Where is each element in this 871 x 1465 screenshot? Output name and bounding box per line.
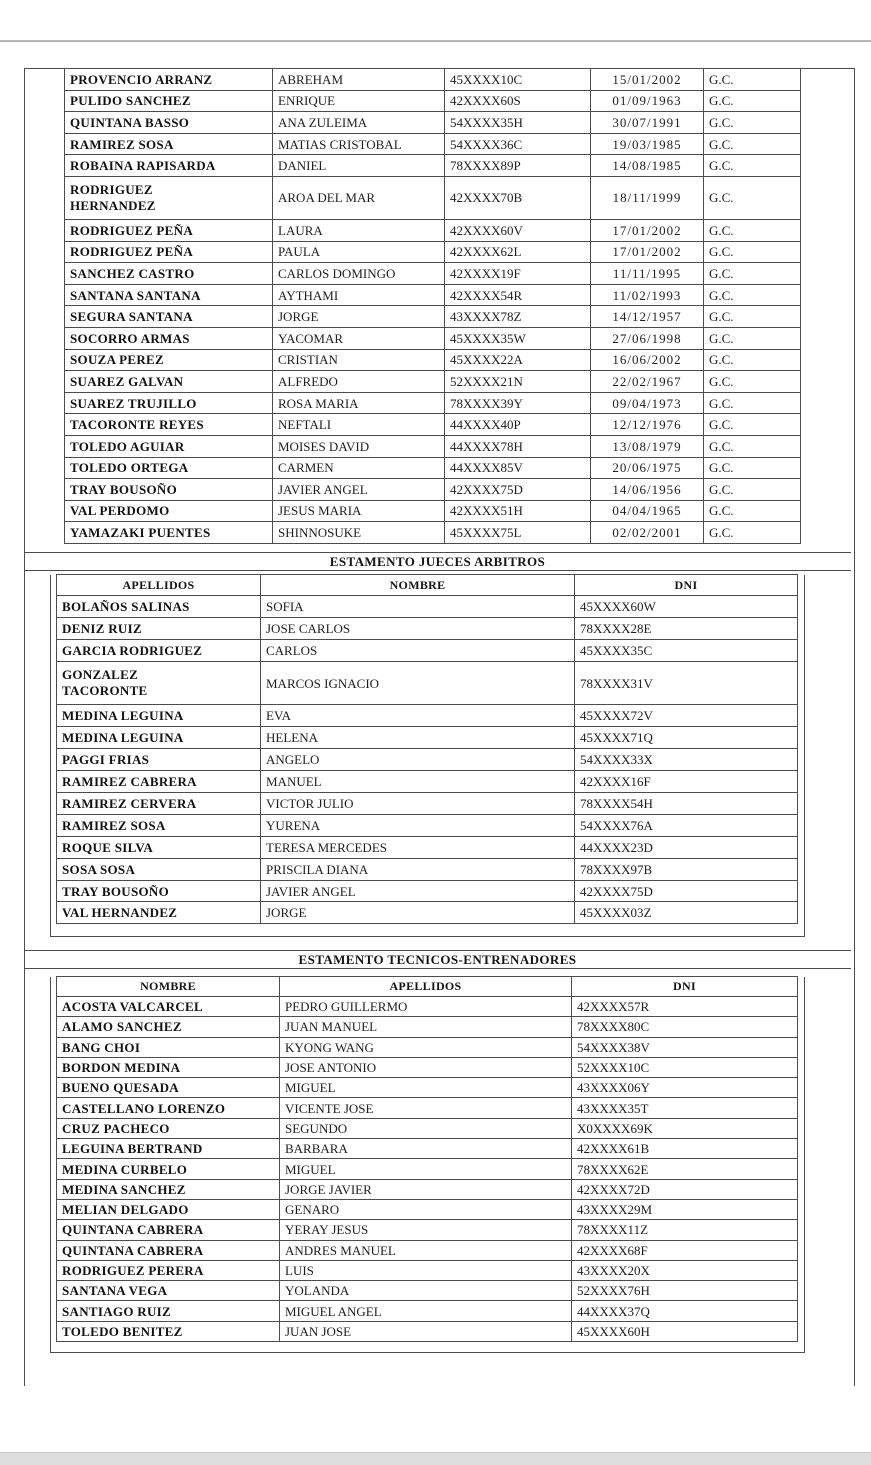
birthdate-cell: 17/01/2002 — [591, 241, 704, 263]
license-table-row — [65, 112, 801, 134]
apellidos-cell: RAMIREZ SOSA — [57, 814, 261, 836]
license-table-row — [65, 327, 801, 349]
license-table-row — [65, 90, 801, 112]
juez-table-row — [57, 727, 798, 749]
island-code-cell: G.C. — [704, 284, 801, 306]
nombre-cell: JORGE — [273, 306, 445, 328]
nombre-cell: MOISES DAVID — [273, 435, 445, 457]
dni-cell: 42XXXX72D — [572, 1179, 798, 1199]
apellidos-cell: JORGE JAVIER — [280, 1179, 572, 1199]
apellidos-cell: RODRIGUEZ HERNANDEZ — [65, 176, 273, 219]
juez-table-row — [57, 771, 798, 793]
nombre-cell: PAULA — [273, 241, 445, 263]
apellidos-cell: DENIZ RUIZ — [57, 617, 261, 639]
section-title-tecnicos — [24, 950, 851, 969]
dni-cell: 42XXXX60V — [445, 219, 591, 241]
dni-cell: 42XXXX57R — [572, 997, 798, 1017]
tecnico-table-row — [57, 1179, 798, 1199]
dni-cell: 52XXXX10C — [572, 1057, 798, 1077]
apellidos-cell: VAL PERDOMO — [65, 500, 273, 522]
dni-cell: 42XXXX70B — [445, 176, 591, 219]
apellidos-cell: SEGURA SANTANA — [65, 306, 273, 328]
nombre-cell: MEDINA CURBELO — [57, 1159, 280, 1179]
juez-table-row — [57, 639, 798, 661]
dni-cell: 45XXXX35W — [445, 327, 591, 349]
dni-cell: 78XXXX31V — [575, 661, 798, 705]
dni-cell: 78XXXX97B — [575, 858, 798, 880]
birthdate-cell: 17/01/2002 — [591, 219, 704, 241]
dni-cell: 42XXXX54R — [445, 284, 591, 306]
dni-cell: 43XXXX29M — [572, 1199, 798, 1219]
license-table-row — [65, 457, 801, 479]
tecnico-table-row — [57, 1017, 798, 1037]
dni-cell: 43XXXX78Z — [445, 306, 591, 328]
island-code-cell: G.C. — [704, 414, 801, 436]
birthdate-cell: 20/06/1975 — [591, 457, 704, 479]
nombre-cell: SANTANA VEGA — [57, 1281, 280, 1301]
nombre-cell: MELIAN DELGADO — [57, 1199, 280, 1219]
apellidos-cell: MIGUEL — [280, 1159, 572, 1179]
juez-table-row — [57, 617, 798, 639]
dni-cell: 78XXXX11Z — [572, 1220, 798, 1240]
dni-cell: 42XXXX16F — [575, 771, 798, 793]
dni-cell: 42XXXX75D — [445, 479, 591, 501]
tecnico-table-row — [57, 1057, 798, 1077]
nombre-cell: ANA ZULEIMA — [273, 112, 445, 134]
juez-table-row — [57, 858, 798, 880]
dni-cell: 78XXXX39Y — [445, 392, 591, 414]
license-table-row — [65, 371, 801, 393]
apellidos-cell: ROQUE SILVA — [57, 836, 261, 858]
column-header-dni: DNI — [575, 575, 798, 596]
dni-cell: 42XXXX60S — [445, 90, 591, 112]
apellidos-cell: PROVENCIO ARRANZ — [65, 69, 273, 91]
juez-table-row — [57, 661, 798, 705]
dni-cell: 42XXXX68F — [572, 1240, 798, 1260]
dni-cell: 78XXXX62E — [572, 1159, 798, 1179]
apellidos-cell: RODRIGUEZ PEÑA — [65, 241, 273, 263]
dni-cell: 52XXXX76H — [572, 1281, 798, 1301]
nombre-cell: CASTELLANO LORENZO — [57, 1098, 280, 1118]
license-table-row — [65, 263, 801, 285]
island-code-cell: G.C. — [704, 133, 801, 155]
apellidos-cell: PULIDO SANCHEZ — [65, 90, 273, 112]
license-table-row — [65, 349, 801, 371]
dni-cell: 45XXXX35C — [575, 639, 798, 661]
dni-cell: 45XXXX60H — [572, 1321, 798, 1341]
birthdate-cell: 19/03/1985 — [591, 133, 704, 155]
island-code-cell: G.C. — [704, 392, 801, 414]
nombre-cell: BORDON MEDINA — [57, 1057, 280, 1077]
column-header-apellidos: APELLIDOS — [57, 575, 261, 596]
jueces-table — [56, 574, 798, 924]
dni-cell: 78XXXX80C — [572, 1017, 798, 1037]
dni-cell: 54XXXX36C — [445, 133, 591, 155]
license-table-row — [65, 241, 801, 263]
island-code-cell: G.C. — [704, 155, 801, 177]
apellidos-cell: RAMIREZ SOSA — [65, 133, 273, 155]
dni-cell: 42XXXX51H — [445, 500, 591, 522]
tecnico-table-row — [57, 1078, 798, 1098]
birthdate-cell: 18/11/1999 — [591, 176, 704, 219]
apellidos-cell: YERAY JESUS — [280, 1220, 572, 1240]
tecnico-table-row — [57, 1301, 798, 1321]
birthdate-cell: 27/06/1998 — [591, 327, 704, 349]
apellidos-cell: LUIS — [280, 1260, 572, 1280]
license-table-row — [65, 176, 801, 219]
dni-cell: 44XXXX40P — [445, 414, 591, 436]
license-table-row — [65, 284, 801, 306]
scan-artifact-top-line — [0, 40, 871, 42]
dni-cell: 45XXXX10C — [445, 69, 591, 91]
tecnico-table-row — [57, 1220, 798, 1240]
apellidos-cell: SUAREZ TRUJILLO — [65, 392, 273, 414]
nombre-cell: CARLOS DOMINGO — [273, 263, 445, 285]
island-code-cell: G.C. — [704, 327, 801, 349]
nombre-cell: TOLEDO BENITEZ — [57, 1321, 280, 1341]
apellidos-cell: SOCORRO ARMAS — [65, 327, 273, 349]
nombre-cell: QUINTANA CABRERA — [57, 1220, 280, 1240]
nombre-cell: MARCOS IGNACIO — [261, 661, 575, 705]
apellidos-cell: YOLANDA — [280, 1281, 572, 1301]
nombre-cell: LEGUINA BERTRAND — [57, 1139, 280, 1159]
juez-table-row — [57, 880, 798, 902]
apellidos-cell: BOLAÑOS SALINAS — [57, 596, 261, 618]
dni-cell: 45XXXX22A — [445, 349, 591, 371]
nombre-cell: MANUEL — [261, 771, 575, 793]
apellidos-cell: RAMIREZ CABRERA — [57, 771, 261, 793]
dni-cell: 44XXXX23D — [575, 836, 798, 858]
apellidos-cell: TOLEDO ORTEGA — [65, 457, 273, 479]
nombre-cell: MEDINA SANCHEZ — [57, 1179, 280, 1199]
apellidos-cell: SOSA SOSA — [57, 858, 261, 880]
nombre-cell: SOFIA — [261, 596, 575, 618]
nombre-cell: SANTIAGO RUIZ — [57, 1301, 280, 1321]
juez-table-row — [57, 793, 798, 815]
apellidos-cell: TACORONTE REYES — [65, 414, 273, 436]
dni-cell: 42XXXX61B — [572, 1139, 798, 1159]
apellidos-cell: TRAY BOUSOÑO — [65, 479, 273, 501]
dni-cell: 45XXXX75L — [445, 522, 591, 544]
license-table-row — [65, 133, 801, 155]
tecnico-table-row — [57, 1281, 798, 1301]
island-code-cell: G.C. — [704, 457, 801, 479]
column-header-dni: DNI — [572, 977, 798, 997]
nombre-cell: JORGE — [261, 902, 575, 924]
island-code-cell: G.C. — [704, 479, 801, 501]
birthdate-cell: 11/11/1995 — [591, 263, 704, 285]
dni-cell: 54XXXX38V — [572, 1037, 798, 1057]
license-table-row — [65, 522, 801, 544]
juez-table-row — [57, 814, 798, 836]
jueces-header-row — [57, 575, 798, 596]
apellidos-cell: JUAN MANUEL — [280, 1017, 572, 1037]
dni-cell: 42XXXX19F — [445, 263, 591, 285]
nombre-cell: CRUZ PACHECO — [57, 1118, 280, 1138]
island-code-cell: G.C. — [704, 349, 801, 371]
apellidos-cell: SANCHEZ CASTRO — [65, 263, 273, 285]
nombre-cell: CARMEN — [273, 457, 445, 479]
tecnico-table-row — [57, 1139, 798, 1159]
nombre-cell: SHINNOSUKE — [273, 522, 445, 544]
license-table-row — [65, 479, 801, 501]
nombre-cell: RODRIGUEZ PERERA — [57, 1260, 280, 1280]
column-header-nombre: NOMBRE — [57, 977, 280, 997]
apellidos-cell: GENARO — [280, 1199, 572, 1219]
apellidos-cell: SOUZA PEREZ — [65, 349, 273, 371]
dni-cell: 54XXXX35H — [445, 112, 591, 134]
dni-cell: 44XXXX37Q — [572, 1301, 798, 1321]
apellidos-cell: TOLEDO AGUIAR — [65, 435, 273, 457]
nombre-cell: ROSA MARIA — [273, 392, 445, 414]
island-code-cell: G.C. — [704, 522, 801, 544]
island-code-cell: G.C. — [704, 241, 801, 263]
column-header-apellidos: APELLIDOS — [280, 977, 572, 997]
nombre-cell: HELENA — [261, 727, 575, 749]
tecnico-table-row — [57, 1199, 798, 1219]
license-table-row — [65, 155, 801, 177]
apellidos-cell: ANDRES MANUEL — [280, 1240, 572, 1260]
tecnico-table-row — [57, 997, 798, 1017]
tecnico-table-row — [57, 1159, 798, 1179]
nombre-cell: YURENA — [261, 814, 575, 836]
nombre-cell: VICTOR JULIO — [261, 793, 575, 815]
juez-table-row — [57, 902, 798, 924]
tecnico-table-row — [57, 1098, 798, 1118]
apellidos-cell: MIGUEL ANGEL — [280, 1301, 572, 1321]
license-table-row — [65, 219, 801, 241]
section-title-jueces — [24, 552, 851, 571]
island-code-cell: G.C. — [704, 371, 801, 393]
dni-cell: 43XXXX06Y — [572, 1078, 798, 1098]
apellidos-cell: MEDINA LEGUINA — [57, 727, 261, 749]
nombre-cell: ANGELO — [261, 749, 575, 771]
apellidos-cell: MIGUEL — [280, 1078, 572, 1098]
island-code-cell: G.C. — [704, 306, 801, 328]
apellidos-cell: SANTANA SANTANA — [65, 284, 273, 306]
nombre-cell: BUENO QUESADA — [57, 1078, 280, 1098]
nombre-cell: ALAMO SANCHEZ — [57, 1017, 280, 1037]
license-table-row — [65, 435, 801, 457]
nombre-cell: JOSE CARLOS — [261, 617, 575, 639]
nombre-cell: EVA — [261, 705, 575, 727]
birthdate-cell: 09/04/1973 — [591, 392, 704, 414]
dni-cell: 54XXXX76A — [575, 814, 798, 836]
nombre-cell: ALFREDO — [273, 371, 445, 393]
birthdate-cell: 30/07/1991 — [591, 112, 704, 134]
nombre-cell: LAURA — [273, 219, 445, 241]
dni-cell: 78XXXX54H — [575, 793, 798, 815]
apellidos-cell: ROBAINA RAPISARDA — [65, 155, 273, 177]
dni-cell: 45XXXX03Z — [575, 902, 798, 924]
tecnico-table-row — [57, 1118, 798, 1138]
juez-table-row — [57, 836, 798, 858]
dni-cell: 45XXXX71Q — [575, 727, 798, 749]
juez-table-row — [57, 596, 798, 618]
birthdate-cell: 02/02/2001 — [591, 522, 704, 544]
birthdate-cell: 14/12/1957 — [591, 306, 704, 328]
apellidos-cell: JOSE ANTONIO — [280, 1057, 572, 1077]
tecnicos-table — [56, 976, 798, 1342]
dni-cell: 45XXXX60W — [575, 596, 798, 618]
license-table-row — [65, 306, 801, 328]
birthdate-cell: 13/08/1979 — [591, 435, 704, 457]
license-table-row — [65, 414, 801, 436]
nombre-cell: PRISCILA DIANA — [261, 858, 575, 880]
tecnico-table-row — [57, 1037, 798, 1057]
dni-cell: 43XXXX20X — [572, 1260, 798, 1280]
apellidos-cell: PEDRO GUILLERMO — [280, 997, 572, 1017]
island-code-cell: G.C. — [704, 69, 801, 91]
apellidos-cell: RODRIGUEZ PEÑA — [65, 219, 273, 241]
section-title-text: ESTAMENTO JUECES ARBITROS — [329, 553, 546, 569]
license-table-row — [65, 69, 801, 91]
birthdate-cell: 01/09/1963 — [591, 90, 704, 112]
birthdate-cell: 15/01/2002 — [591, 69, 704, 91]
apellidos-cell: QUINTANA BASSO — [65, 112, 273, 134]
section-title-text: ESTAMENTO TECNICOS-ENTRENADORES — [298, 951, 577, 967]
apellidos-cell: SEGUNDO — [280, 1118, 572, 1138]
apellidos-cell: JUAN JOSE — [280, 1321, 572, 1341]
dni-cell: 78XXXX89P — [445, 155, 591, 177]
nombre-cell: QUINTANA CABRERA — [57, 1240, 280, 1260]
tecnico-table-row — [57, 1321, 798, 1341]
nombre-cell: JAVIER ANGEL — [273, 479, 445, 501]
apellidos-cell: KYONG WANG — [280, 1037, 572, 1057]
nombre-cell: AROA DEL MAR — [273, 176, 445, 219]
dni-cell: 45XXXX72V — [575, 705, 798, 727]
island-code-cell: G.C. — [704, 90, 801, 112]
license-table-row — [65, 392, 801, 414]
apellidos-cell: BARBARA — [280, 1139, 572, 1159]
island-code-cell: G.C. — [704, 263, 801, 285]
apellidos-cell: GARCIA RODRIGUEZ — [57, 639, 261, 661]
dni-cell: 54XXXX33X — [575, 749, 798, 771]
tecnico-table-row — [57, 1260, 798, 1280]
birthdate-cell: 16/06/2002 — [591, 349, 704, 371]
nombre-cell: ACOSTA VALCARCEL — [57, 997, 280, 1017]
island-code-cell: G.C. — [704, 176, 801, 219]
nombre-cell: ABREHAM — [273, 69, 445, 91]
dni-cell: 52XXXX21N — [445, 371, 591, 393]
nombre-cell: JAVIER ANGEL — [261, 880, 575, 902]
juez-table-row — [57, 749, 798, 771]
nombre-cell: DANIEL — [273, 155, 445, 177]
nombre-cell: YACOMAR — [273, 327, 445, 349]
birthdate-cell: 11/02/1993 — [591, 284, 704, 306]
nombre-cell: CARLOS — [261, 639, 575, 661]
column-header-nombre: NOMBRE — [261, 575, 575, 596]
nombre-cell: MATIAS CRISTOBAL — [273, 133, 445, 155]
dni-cell: 78XXXX28E — [575, 617, 798, 639]
nombre-cell: TERESA MERCEDES — [261, 836, 575, 858]
license-table-row — [65, 500, 801, 522]
tecnico-table-row — [57, 1240, 798, 1260]
apellidos-cell: SUAREZ GALVAN — [65, 371, 273, 393]
birthdate-cell: 14/06/1956 — [591, 479, 704, 501]
island-code-cell: G.C. — [704, 219, 801, 241]
birthdate-cell: 14/08/1985 — [591, 155, 704, 177]
tecnicos-header-row — [57, 977, 798, 997]
birthdate-cell: 12/12/1976 — [591, 414, 704, 436]
island-code-cell: G.C. — [704, 435, 801, 457]
dni-cell: 43XXXX35T — [572, 1098, 798, 1118]
licenses-table — [64, 68, 801, 544]
apellidos-cell: GONZALEZ TACORONTE — [57, 661, 261, 705]
nombre-cell: JESUS MARIA — [273, 500, 445, 522]
apellidos-cell: RAMIREZ CERVERA — [57, 793, 261, 815]
dni-cell: 42XXXX75D — [575, 880, 798, 902]
juez-table-row — [57, 705, 798, 727]
dni-cell: 44XXXX78H — [445, 435, 591, 457]
birthdate-cell: 04/04/1965 — [591, 500, 704, 522]
nombre-cell: NEFTALI — [273, 414, 445, 436]
apellidos-cell: MEDINA LEGUINA — [57, 705, 261, 727]
nombre-cell: CRISTIAN — [273, 349, 445, 371]
island-code-cell: G.C. — [704, 500, 801, 522]
nombre-cell: BANG CHOI — [57, 1037, 280, 1057]
apellidos-cell: VICENTE JOSE — [280, 1098, 572, 1118]
dni-cell: X0XXXX69K — [572, 1118, 798, 1138]
apellidos-cell: PAGGI FRIAS — [57, 749, 261, 771]
nombre-cell: AYTHAMI — [273, 284, 445, 306]
apellidos-cell: TRAY BOUSOÑO — [57, 880, 261, 902]
dni-cell: 44XXXX85V — [445, 457, 591, 479]
apellidos-cell: VAL HERNANDEZ — [57, 902, 261, 924]
birthdate-cell: 22/02/1967 — [591, 371, 704, 393]
apellidos-cell: YAMAZAKI PUENTES — [65, 522, 273, 544]
dni-cell: 42XXXX62L — [445, 241, 591, 263]
island-code-cell: G.C. — [704, 112, 801, 134]
scan-artifact-bottom-band — [0, 1452, 871, 1465]
nombre-cell: ENRIQUE — [273, 90, 445, 112]
